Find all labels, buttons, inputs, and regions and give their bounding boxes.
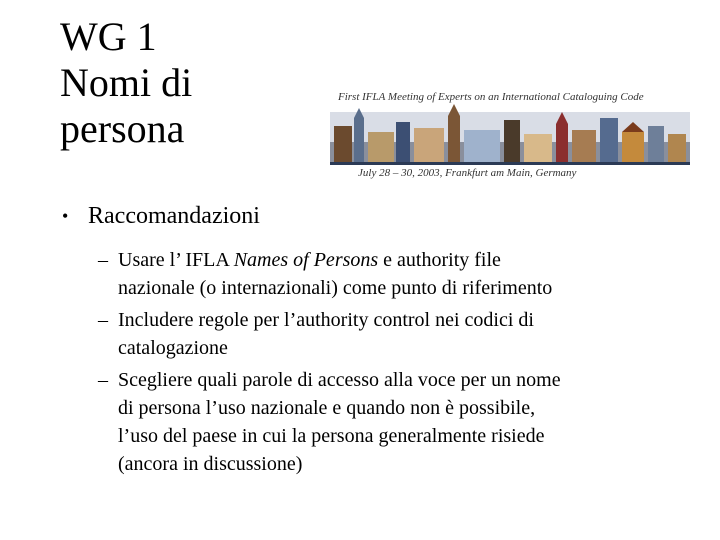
sub-bullet-line	[118, 246, 708, 274]
sub-bullet-item	[62, 306, 708, 362]
title-line-2: Nomi di	[60, 60, 193, 105]
sub-bullet-line: di persona l’uso nazionale e quando non è possibile,	[118, 397, 536, 419]
title-line-3: persona	[60, 106, 185, 151]
sub-bullet-line: nazionale (o internazionali) come punto di riferimento	[118, 277, 553, 299]
sub-bullet-item	[62, 246, 708, 302]
sub-bullet-line: l’uso del paese in cui la persona generalmente risiede	[118, 425, 545, 447]
sub-bullet-line: Scegliere quali parole di accesso alla voce per un nome	[118, 369, 561, 391]
sub-bullet-dash: –	[98, 249, 108, 271]
banner-caption-bottom: July 28 – 30, 2003, Frankfurt am Main, Germany	[358, 167, 577, 179]
text-span: Usare l’ IFLA	[118, 249, 234, 271]
slide-title	[60, 14, 320, 152]
sub-bullet-item	[62, 366, 708, 478]
conference-banner-image	[330, 82, 690, 180]
city-skyline-illustration	[330, 104, 690, 165]
sub-bullet-dash: –	[98, 369, 108, 391]
sub-bullet-dash: –	[98, 309, 108, 331]
slide-body	[62, 198, 702, 482]
banner-caption-top: First IFLA Meeting of Experts on an International Cataloguing Code	[338, 91, 644, 103]
bullet-item	[62, 198, 702, 234]
text-span: e authority file	[378, 249, 501, 271]
bullet-text: Raccomandazioni	[88, 203, 260, 229]
sub-bullet-line: Includere regole per l’authority control nei codici di	[118, 309, 534, 331]
sub-bullet-line: (ancora in discussione)	[118, 453, 303, 475]
bullet-marker: •	[62, 206, 69, 226]
sub-bullet-line: catalogazione	[118, 337, 228, 359]
title-line-1: WG 1	[60, 14, 157, 59]
italic-title: Names of Persons	[233, 249, 379, 271]
